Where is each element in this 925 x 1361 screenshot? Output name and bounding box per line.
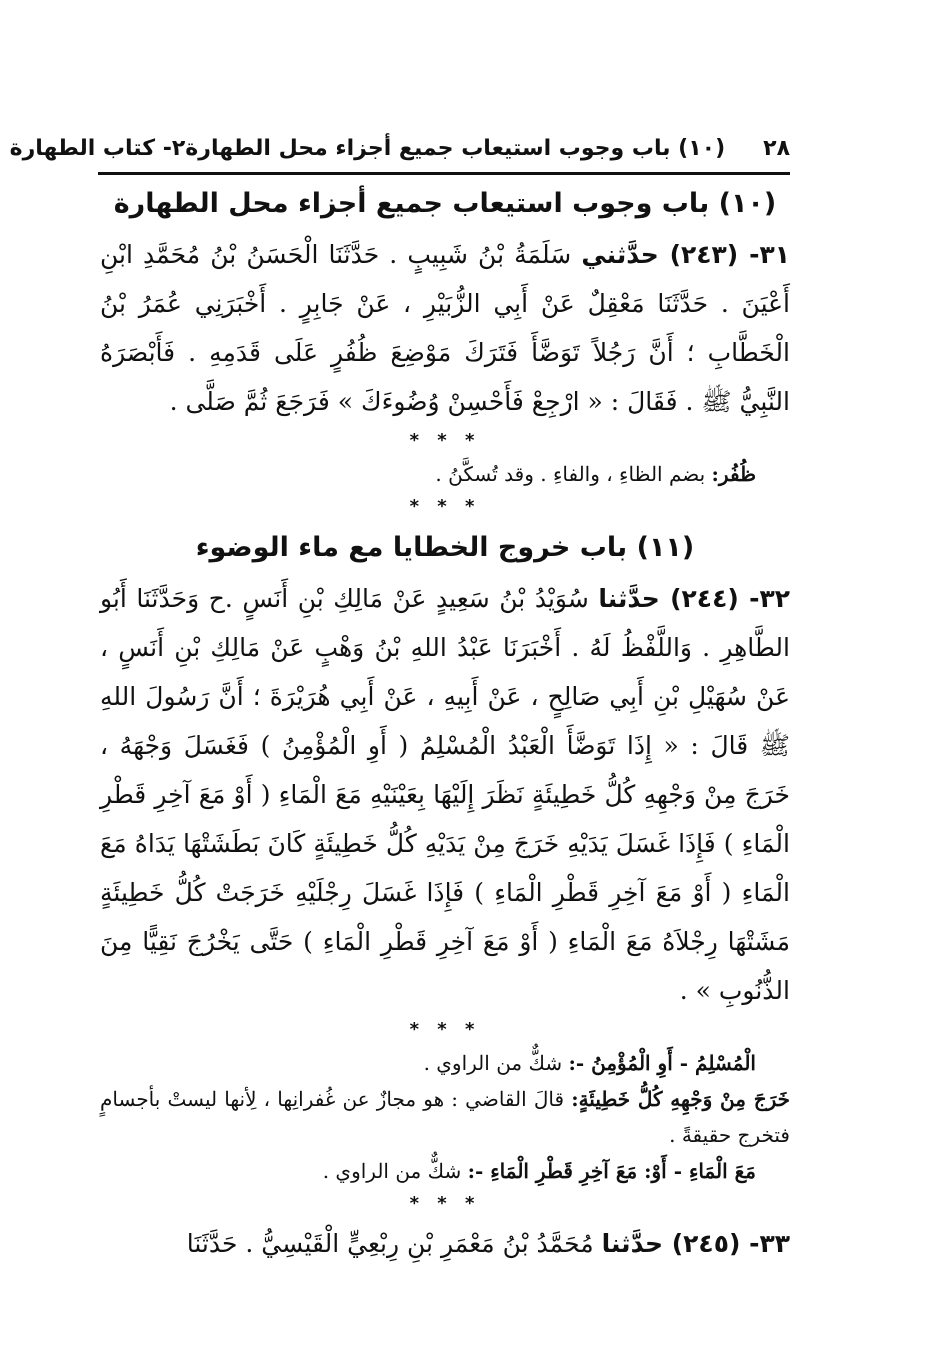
header-section-title: (١٠) باب وجوب استيعاب جميع أجزاء محل الطهارة xyxy=(185,135,726,161)
separator-4: * * * xyxy=(409,1193,481,1214)
hadith-31-text: سَلَمَةُ بْنُ شَبِيبٍ . حَدَّثَنَا الْحَسَنُ بْنُ مُحَمَّدِ ابْنِ أَعْيَنَ . حَدَّثَنَا مَعْقِلٌ عَنْ أَبِي الزُّبَيْرِ ، عَنْ جَابِرٍ . أَخْبَرَنِي عُمَرُ بْنُ الْخَطَّابِ ؛ أَنَّ رَجُلاً تَوَضَّأَ فَتَرَكَ مَوْضِعَ ظُفُرٍ عَلَى قَدَمِهِ . فَأَبْصَرَهُ النَّبِيُّ ﷺ . فَقَالَ : « ارْجِعْ فَأَحْسِنْ وُضُوءَكَ » فَرَجَعَ ثُمَّ صَلَّى . xyxy=(100,240,790,416)
gloss-3-term: خَرَجَ مِنْ وَجْهِهِ كُلُّ خَطِيئَةٍ: xyxy=(571,1087,791,1111)
gloss-3-text: قالَ القاضي : هو مجازٌ عن غُفرانِها ، لِأنها ليستْ بأجسامٍ فتخرج حقيقةً . xyxy=(100,1087,790,1147)
chapter-10-title: (١٠) باب وجوب استيعاب جميع أجزاء محل الطهارة xyxy=(113,188,777,219)
hadith-31-number: ٣١- (٢٤٣) حدَّثني xyxy=(581,240,790,269)
separator-2: * * * xyxy=(409,496,481,517)
hadith-32-number: ٣٢- (٢٤٤) حدَّثنا xyxy=(598,584,790,613)
hadith-32-text: سُوَيْدُ بْنُ سَعِيدٍ عَنْ مَالِكِ بْنِ أَنَسٍ .ح وَحَدَّثَنَا أَبُو الطَّاهِرِ . وَاللَّفْظُ لَهُ . أَخْبَرَنَا عَبْدُ اللهِ بْنُ وَهْبٍ عَنْ مَالِكِ بْنِ أَنَسٍ ، عَنْ سُهَيْلِ بْنِ أَبِي صَالِحٍ ، عَنْ أَبِيهِ ، عَنْ أَبِي هُرَيْرَةَ ؛ أَنَّ رَسُولَ اللهِ ﷺ قَالَ : « إِذَا تَوَضَّأَ الْعَبْدُ الْمُسْلِمُ ( أَوِ الْمُؤْمِنُ ) فَغَسَلَ وَجْهَهُ ، خَرَجَ مِنْ وَجْهِهِ كُلُّ خَطِيئَةٍ نَظَرَ إِلَيْهَا بِعَيْنَيْهِ مَعَ الْمَاءِ ( أَوْ مَعَ آخِرِ قَطْرِ الْمَاءِ ) فَإِذَا غَسَلَ يَدَيْهِ خَرَجَ مِنْ يَدَيْهِ كُلُّ خَطِيئَةٍ كَانَ بَطَشَتْهَا يَدَاهُ مَعَ الْمَاءِ ( أَوْ مَعَ آخِرِ قَطْرِ الْمَاءِ ) فَإِذَا غَسَلَ رِجْلَيْهِ خَرَجَتْ كُلُّ خَطِيئَةٍ مَشَتْهَا رِجْلاَهُ مَعَ الْمَاءِ ( أَوْ مَعَ آخِرِ قَطْرِ الْمَاءِ ) حَتَّى يَخْرُجَ نَقِيًّا مِنَ الذُّنُوبِ » . xyxy=(100,584,790,1005)
gloss-2 xyxy=(100,1045,790,1081)
gloss-4 xyxy=(100,1153,790,1189)
separator-3: * * * xyxy=(409,1019,481,1040)
hadith-33-text: مُحَمَّدُ بْنُ مَعْمَرِ بْنِ رِبْعِيٍّ الْقَيْسِيُّ . حَدَّثَنَا xyxy=(186,1229,594,1258)
page-content xyxy=(100,178,790,1268)
gloss-2-term: الْمُسْلِمُ - أَوِ الْمُؤْمِنُ -: xyxy=(568,1051,756,1075)
gloss-1 xyxy=(100,456,790,492)
gloss-4-term: مَعَ الْمَاءِ - أَوْ: مَعَ آخِرِ قَطْرِ الْمَاءِ -: xyxy=(467,1159,756,1183)
header-book-title: ٢- كتاب الطهارة xyxy=(9,135,186,161)
gloss-1-term: ظُفُر: xyxy=(711,462,756,486)
separator-1: * * * xyxy=(409,430,481,451)
header-rule xyxy=(98,172,790,175)
hadith-33-number: ٣٣- (٢٤٥) حدَّثنا xyxy=(601,1229,790,1258)
gloss-1-text: بضم الظاءِ ، والفاءِ . وقد تُسكَّنُ . xyxy=(435,462,706,486)
page-number: ٢٨ xyxy=(763,135,790,161)
gloss-3 xyxy=(100,1081,790,1153)
gloss-2-text: شكٌّ من الراوي . xyxy=(423,1051,563,1075)
running-header xyxy=(9,128,790,168)
hadith-33 xyxy=(100,1219,790,1268)
chapter-11-title: (١١) باب خروج الخطايا مع ماء الوضوء xyxy=(195,532,695,563)
hadith-31 xyxy=(100,230,790,426)
gloss-4-text: شكٌّ من الراوي . xyxy=(322,1159,462,1183)
hadith-32 xyxy=(100,574,790,1015)
